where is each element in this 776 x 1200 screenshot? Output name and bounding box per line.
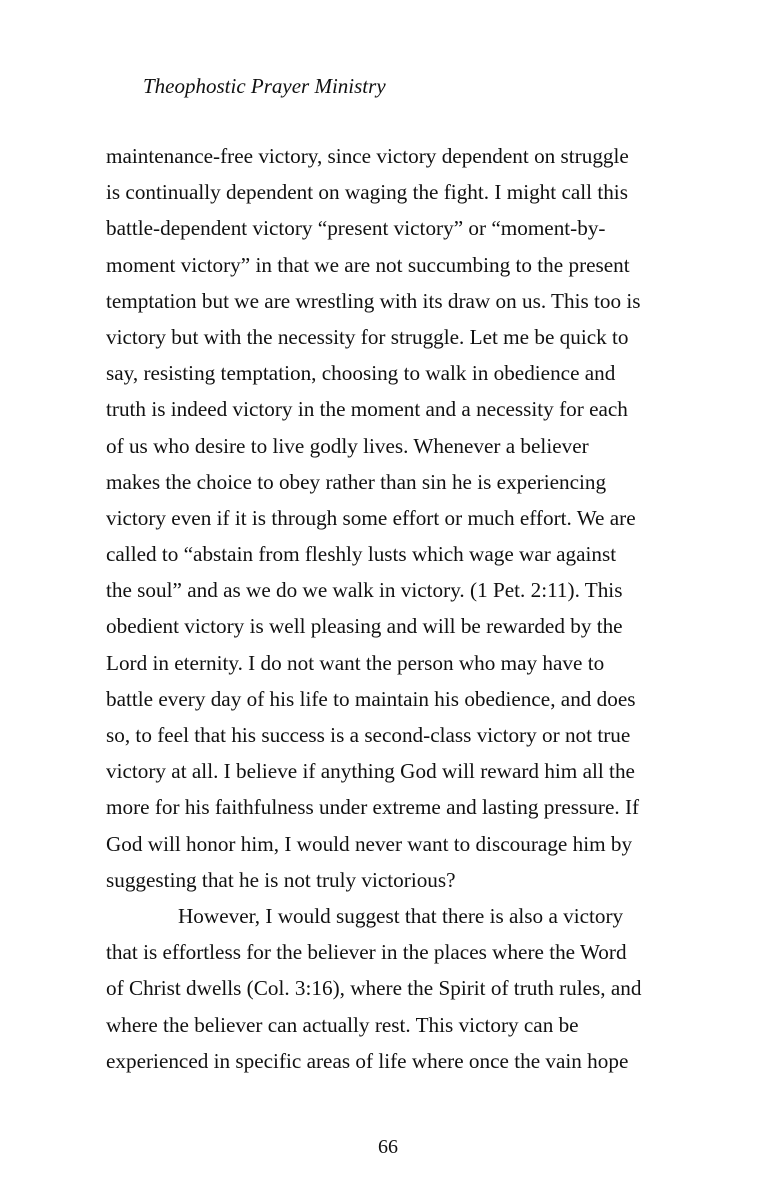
running-header: Theophostic Prayer Ministry — [143, 74, 386, 98]
text-line: suggesting that he is not truly victorious? — [106, 867, 456, 892]
text-line: truth is indeed victory in the moment and a necessity for each — [106, 397, 628, 422]
paragraph-first-line: However, I would suggest that there is also a victory — [178, 903, 624, 928]
text-line: moment victory” in that we are not succumbing to the present — [106, 252, 630, 277]
text-line: more for his faithfulness under extreme and lasting pressure. If — [106, 795, 640, 820]
text-line: of us who desire to live godly lives. Whenever a believer — [106, 433, 589, 458]
text-line: maintenance-free victory, since victory dependent on struggle — [106, 144, 629, 168]
text-line: is continually dependent on waging the fight. I might call this — [106, 180, 628, 205]
text-line: that is effortless for the believer in the places where the Word — [106, 940, 627, 965]
text-line: temptation but we are wrestling with its draw on us. This too is — [106, 288, 641, 313]
text-line: battle-dependent victory “present victory” or “moment-by- — [106, 216, 606, 241]
text-line: battle every day of his life to maintain his obedience, and does — [106, 686, 636, 711]
text-line: God will honor him, I would never want to discourage him by — [106, 831, 633, 856]
text-line: called to “abstain from fleshly lusts which wage war against — [106, 542, 617, 567]
body-text — [106, 138, 696, 1079]
page-number: 66 — [378, 1136, 398, 1158]
text-line: makes the choice to obey rather than sin he is experiencing — [106, 469, 607, 494]
text-line: say, resisting temptation, choosing to walk in obedience and — [106, 361, 616, 386]
text-line: victory but with the necessity for struggle. Let me be quick to — [106, 324, 629, 349]
text-line: experienced in specific areas of life where once the vain hope — [106, 1048, 629, 1073]
text-line: where the believer can actually rest. This victory can be — [106, 1012, 579, 1037]
text-line: so, to feel that his success is a second-class victory or not true — [106, 723, 631, 747]
text-line: the soul” and as we do we walk in victory. (1 Pet. 2:11). This — [106, 578, 623, 603]
text-line: victory even if it is through some effort or much effort. We are — [106, 505, 636, 530]
text-line: of Christ dwells (Col. 3:16), where the Spirit of truth rules, and — [106, 976, 642, 1001]
text-line: victory at all. I believe if anything God will reward him all the — [106, 759, 635, 784]
text-line: obedient victory is well pleasing and will be rewarded by the — [106, 614, 623, 639]
text-line: Lord in eternity. I do not want the person who may have to — [106, 650, 605, 675]
